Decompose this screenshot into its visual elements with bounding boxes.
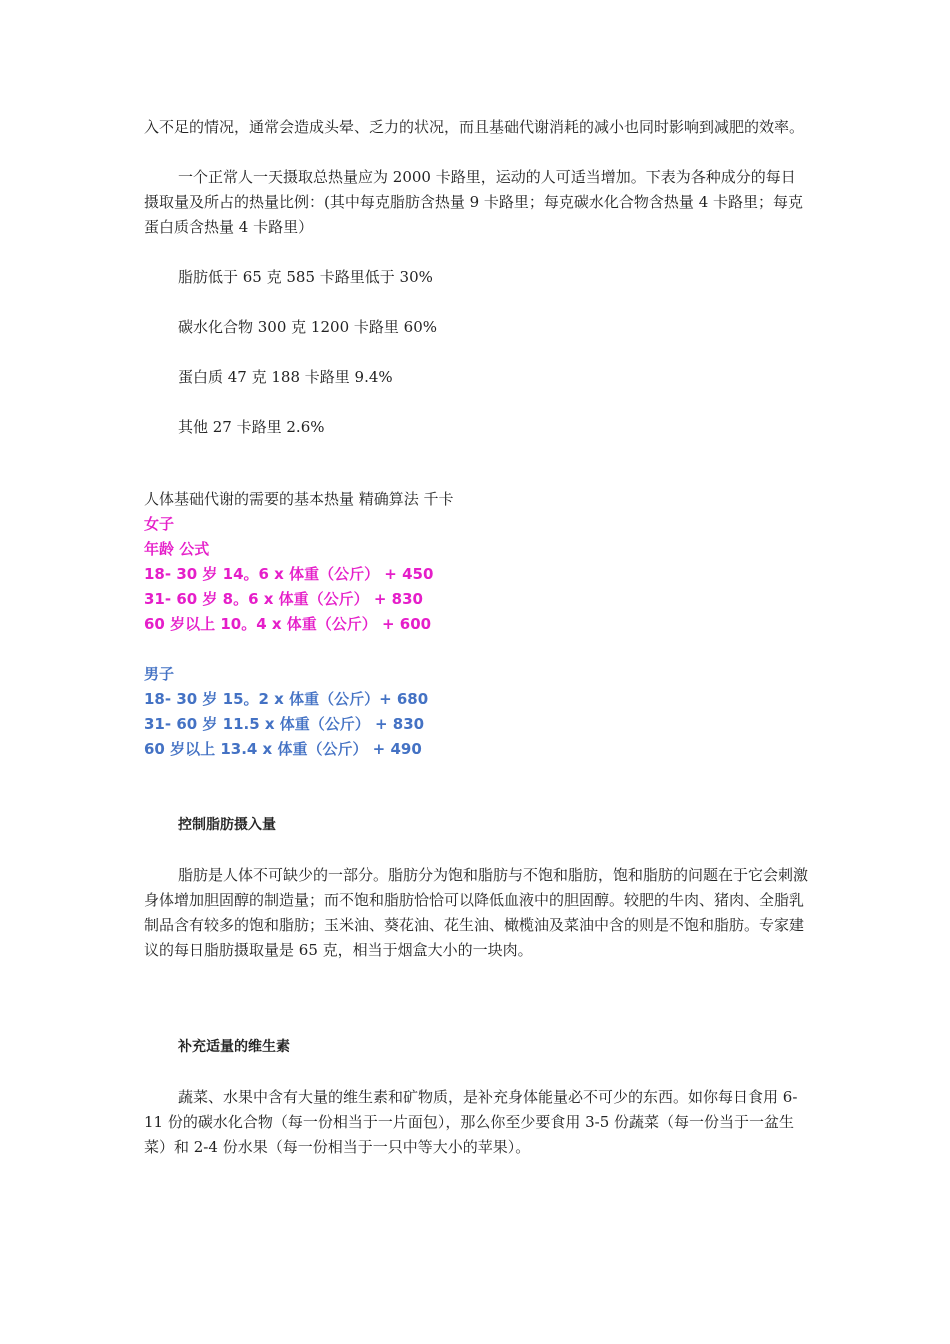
calories-paragraph: 一个正常人一天摄取总热量应为 2000 卡路里，运动的人可适当增加。下表为各种成分的每日摄取量及所占的热量比例：(其中每克脂肪含热量 9 卡路里；每克碳水化合物含热量 4 卡路里；每克蛋白质含热量 4 卡路里） bbox=[144, 168, 804, 236]
section-heading-vitamins: 补充适量的维生素 bbox=[178, 1039, 290, 1055]
intake-carbohydrate: 碳水化合物 300 克 1200 卡路里 60% bbox=[178, 318, 437, 336]
intro-continuation: 入不足的情况，通常会造成头晕、乏力的状况，而且基础代谢消耗的减小也同时影响到减肥的效率。 bbox=[144, 118, 805, 136]
document-page bbox=[144, 115, 808, 1160]
male-formula-row: 31- 60 岁 11.5 x 体重（公斤） + 830 bbox=[144, 715, 425, 733]
female-label: 女子 bbox=[144, 515, 175, 533]
bmr-title: 人体基础代谢的需要的基本热量 精确算法 千卡 bbox=[144, 490, 454, 508]
section-heading-fat: 控制脂肪摄入量 bbox=[178, 817, 276, 833]
male-formula-row: 60 岁以上 13.4 x 体重（公斤） + 490 bbox=[144, 740, 422, 758]
intake-protein: 蛋白质 47 克 188 卡路里 9.4% bbox=[178, 368, 393, 386]
section-body-vitamins: 蔬菜、水果中含有大量的维生素和矿物质，是补充身体能量必不可少的东西。如你每日食用 6-11 份的碳水化合物（每一份相当于一片面包），那么你至少要食用 3-5 份蔬菜（每一份当于一盆生菜）和 2-4 份水果（每一份相当于一只中等大小的苹果）。 bbox=[144, 1088, 798, 1156]
female-formula-row: 60 岁以上 10。4 x 体重（公斤） + 600 bbox=[144, 615, 432, 633]
male-label: 男子 bbox=[144, 665, 175, 683]
bmr-female-block bbox=[144, 512, 808, 637]
female-header: 年龄 公式 bbox=[144, 540, 210, 558]
female-formula-row: 31- 60 岁 8。6 x 体重（公斤） + 830 bbox=[144, 590, 423, 608]
bmr-male-block bbox=[144, 662, 808, 762]
intake-other: 其他 27 卡路里 2.6% bbox=[178, 418, 325, 436]
intake-fat: 脂肪低于 65 克 585 卡路里低于 30% bbox=[178, 268, 433, 286]
section-body-fat: 脂肪是人体不可缺少的一部分。脂肪分为饱和脂肪与不饱和脂肪，饱和脂肪的问题在于它会刺激身体增加胆固醇的制造量；而不饱和脂肪恰恰可以降低血液中的胆固醇。较肥的牛肉、猪肉、全脂乳制品含有较多的饱和脂肪；玉米油、葵花油、花生油、橄榄油及菜油中含的则是不饱和脂肪。专家建议的每日脂肪摄取量是 65 克，相当于烟盒大小的一块肉。 bbox=[144, 866, 809, 959]
male-formula-row: 18- 30 岁 15。2 x 体重（公斤）+ 680 bbox=[144, 690, 429, 708]
female-formula-row: 18- 30 岁 14。6 x 体重（公斤） + 450 bbox=[144, 565, 434, 583]
